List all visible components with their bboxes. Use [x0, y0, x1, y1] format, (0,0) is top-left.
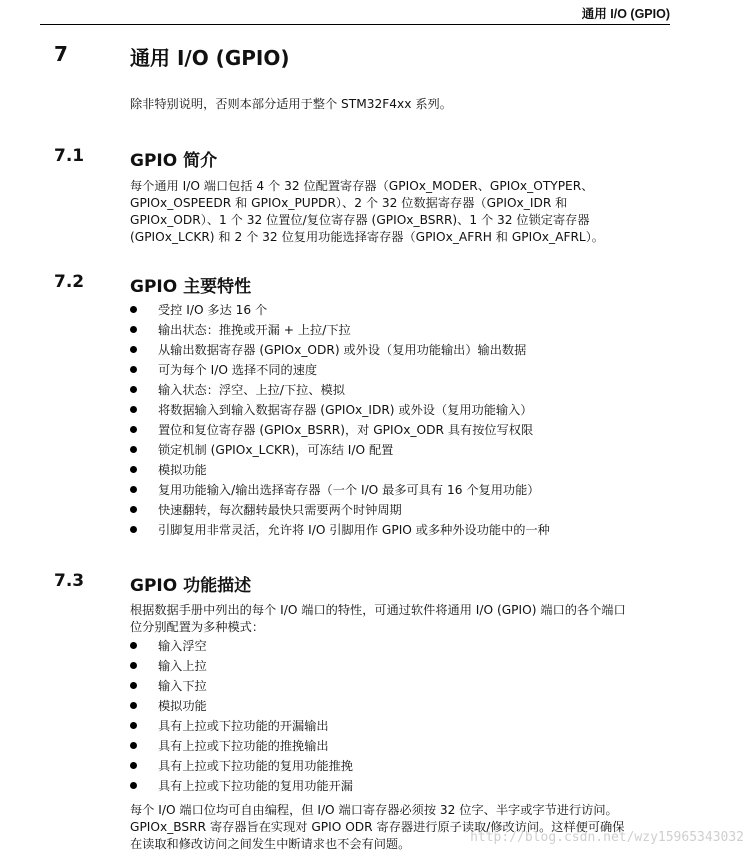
bullet-icon: [130, 782, 137, 789]
list-item: 具有上拉或下拉功能的推挽输出: [130, 736, 690, 756]
list-item: 输入下拉: [130, 676, 690, 696]
list-item: 输入上拉: [130, 656, 690, 676]
list-item: 输出状态：推挽或开漏 + 上拉/下拉: [130, 320, 690, 340]
section-title: GPIO 主要特性: [130, 277, 252, 297]
paragraph-line: 每个 I/O 端口位均可自由编程，但 I/O 端口寄存器必须按 32 位字、半字或字节进行访问。: [130, 803, 618, 817]
list-item: 输入状态：浮空、上拉/下拉、模拟: [130, 380, 690, 400]
section-paragraph: [130, 802, 675, 853]
paragraph-line: GPIOx_BSRR 寄存器旨在实现对 GPIO ODR 寄存器进行原子读取/修改访问。这样便可确保: [130, 820, 625, 834]
list-item: 模拟功能: [130, 460, 690, 480]
feature-list: [130, 300, 690, 540]
list-item: 锁定机制 (GPIOx_LCKR)，可冻结 I/O 配置: [130, 440, 690, 460]
bullet-icon: [130, 642, 137, 649]
paragraph-line: 每个通用 I/O 端口包括 4 个 32 位配置寄存器（GPIOx_MODER、GPIOx_OTYPER、: [130, 179, 594, 193]
list-item: 具有上拉或下拉功能的复用功能推挽: [130, 756, 690, 776]
bullet-icon: [130, 386, 137, 393]
bullet-icon: [130, 406, 137, 413]
paragraph-line: 根据数据手册中列出的每个 I/O 端口的特性，可通过软件将通用 I/O (GPIO) 端口的各个端口: [130, 603, 626, 617]
section-title: GPIO 功能描述: [130, 576, 252, 596]
bullet-icon: [130, 702, 137, 709]
list-item: 模拟功能: [130, 696, 690, 716]
list-item: 复用功能输入/输出选择寄存器（一个 I/O 最多可具有 16 个复用功能）: [130, 480, 690, 500]
watermark: http://blog.csdn.net/wzy15965343032: [470, 830, 744, 845]
bullet-icon: [130, 346, 137, 353]
bullet-icon: [130, 466, 137, 473]
bullet-icon: [130, 662, 137, 669]
chapter-title: 通用 I/O (GPIO): [130, 46, 290, 70]
bullet-icon: [130, 306, 137, 313]
section-number: 7.2: [54, 272, 85, 292]
paragraph-line: GPIOx_OSPEEDR 和 GPIOx_PUPDR）、2 个 32 位数据寄存器（GPIOx_IDR 和: [130, 196, 568, 210]
list-item: 将数据输入到输入数据寄存器 (GPIOx_IDR) 或外设（复用功能输入）: [130, 400, 690, 420]
running-header: 通用 I/O (GPIO): [581, 7, 670, 21]
paragraph-line: (GPIOx_LCKR) 和 2 个 32 位复用功能选择寄存器（GPIOx_AFRH 和 GPIOx_AFRL）。: [130, 230, 604, 244]
bullet-icon: [130, 506, 137, 513]
list-item: 快速翻转，每次翻转最快只需要两个时钟周期: [130, 500, 690, 520]
bullet-icon: [130, 682, 137, 689]
paragraph-line: GPIOx_ODR）、1 个 32 位置位/复位寄存器 (GPIOx_BSRR)、1 个 32 位锁定寄存器: [130, 213, 590, 227]
bullet-icon: [130, 446, 137, 453]
section-paragraph: [130, 178, 675, 246]
list-item: 具有上拉或下拉功能的复用功能开漏: [130, 776, 690, 796]
section-title: GPIO 简介: [130, 151, 218, 171]
bullet-icon: [130, 742, 137, 749]
bullet-icon: [130, 486, 137, 493]
list-item: 置位和复位寄存器 (GPIOx_BSRR)，对 GPIOx_ODR 具有按位写权限: [130, 420, 690, 440]
bullet-icon: [130, 762, 137, 769]
bullet-icon: [130, 722, 137, 729]
list-item: 引脚复用非常灵活，允许将 I/O 引脚用作 GPIO 或多种外设功能中的一种: [130, 520, 690, 540]
section-paragraph: [130, 602, 675, 636]
section-number: 7.3: [54, 571, 85, 591]
bullet-icon: [130, 366, 137, 373]
list-item: 可为每个 I/O 选择不同的速度: [130, 360, 690, 380]
bullet-icon: [130, 526, 137, 533]
list-item: 输入浮空: [130, 636, 690, 656]
chapter-intro: 除非特别说明，否则本部分适用于整个 STM32F4xx 系列。: [130, 97, 452, 111]
list-item: 具有上拉或下拉功能的开漏输出: [130, 716, 690, 736]
list-item: 从输出数据寄存器 (GPIOx_ODR) 或外设（复用功能输出）输出数据: [130, 340, 690, 360]
section-number: 7.1: [54, 146, 85, 166]
bullet-icon: [130, 426, 137, 433]
bullet-icon: [130, 326, 137, 333]
mode-list: [130, 636, 690, 796]
chapter-number: 7: [54, 42, 68, 66]
list-item: 受控 I/O 多达 16 个: [130, 300, 690, 320]
header-rule: [40, 24, 670, 25]
paragraph-line: 在读取和修改访问之间发生中断请求也不会有问题。: [130, 837, 411, 851]
paragraph-line: 位分别配置为多种模式：: [130, 620, 265, 634]
